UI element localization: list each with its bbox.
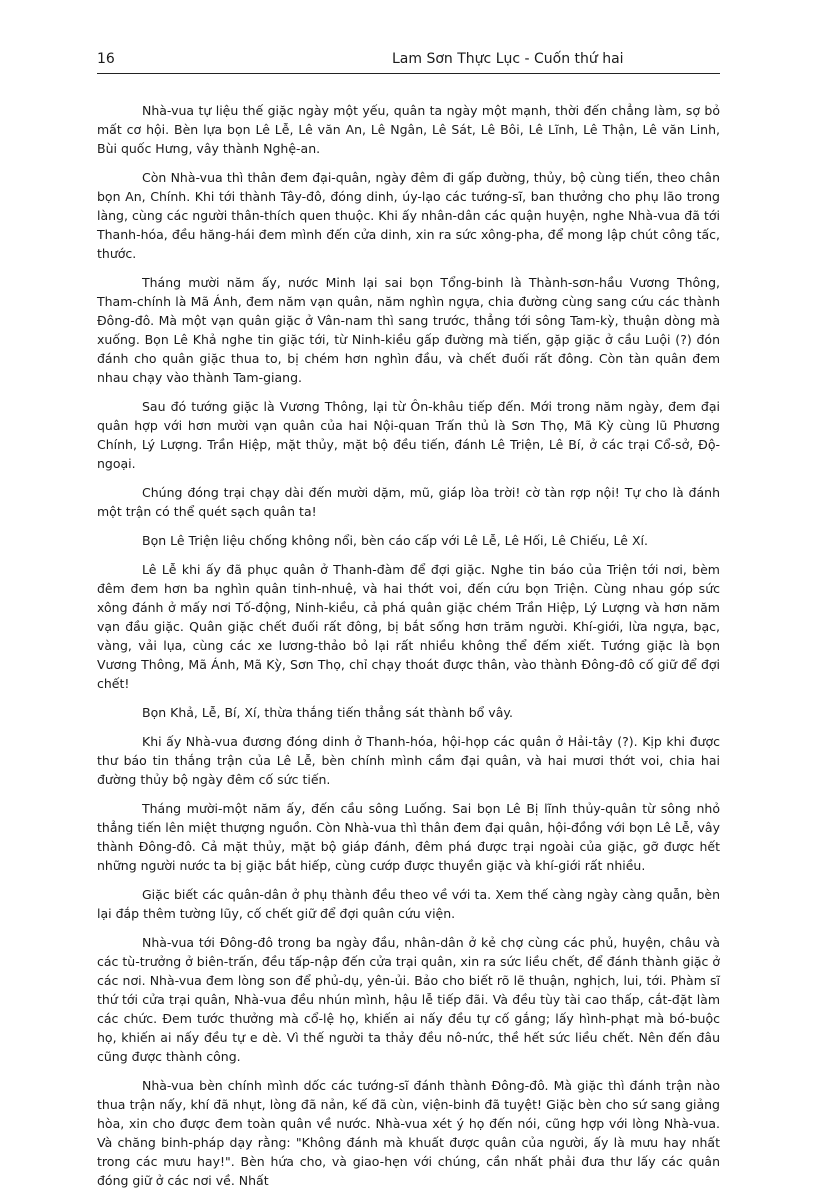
- paragraph: Nhà-vua tự liệu thế giặc ngày một yếu, quân ta ngày một mạnh, thời đến chẳng làm, sợ bỏ mất cơ hội. Bèn lựa bọn Lê Lễ, Lê văn An, Lê Ngân, Lê Sát, Lê Bôi, Lê Lĩnh, Lê Thận, Lê văn Linh, Bùi quốc Hưng, vây thành Nghệ-an.: [97, 103, 720, 156]
- running-title: Lam Sơn Thực Lục - Cuốn thứ hai: [392, 51, 624, 67]
- paragraph: Lê Lễ khi ấy đã phục quân ở Thanh-đàm để đợi giặc. Nghe tin báo của Triện tới nơi, bèm đêm đem hơn ba nghìn quân tinh-nhuệ, và hai thớt voi, đến cứu bọn Triện. Cùng nhau góp sức xông đánh ở mấy nơi Tố-động, Ninh-kiều, cả phá quân giặc chém Trần Hiệp, Lý Lượng và hơn năm vạn đầu giặc. Quân giặc chết đuối rất đông, bị bắt sống hơn trăm người. Khí-giới, lừa ngựa, bạc, vàng, vải lụa, cùng các xe lương-thảo bỏ lại rất nhiều không thể đếm xiết. Tướng giặc là bọn Vương Thông, Mã Ánh, Mã Kỳ, Sơn Thọ, chỉ chạy thoát được thân, vào thành Đông-đô cố giữ để đợi chết!: [97, 562, 720, 691]
- paragraph: Nhà-vua bèn chính mình dốc các tướng-sĩ đánh thành Đông-đô. Mà giặc thì đánh trận nào thua trận nấy, khí đã nhụt, lòng đã nản, kế đã cùn, viện-binh đã tuyệt! Giặc bèn cho sứ sang giảng hòa, xin cho được đem toàn quân về nước. Nhà-vua xét ý họ đến nói, cũng hợp với lòng Nhà-vua. Và chăng binh-pháp dạy rằng: "Không đánh mà khuất được quân của người, ấy là mưu hay nhất trong các mưu hay!". Bèn hứa cho, và giao-hẹn với chúng, cần nhất phải đưa thư lấy các quân đóng giữ ở các nơi về. Nhất: [97, 1078, 720, 1188]
- paragraph: Tháng mười-một năm ấy, đến cầu sông Luống. Sai bọn Lê Bị lĩnh thủy-quân từ sông nhỏ thẳng tiến lên miệt thượng nguồn. Còn Nhà-vua thì thân đem đại quân, hội-đồng với bọn Lê Lễ, vây thành Đông-đô. Cả mặt thủy, mặt bộ giáp đánh, đêm phá được trại ngoài của giặc, gỡ được hết những người nước ta bị giặc bắt hiếp, cùng cướp được thuyền giặc và khí-giới rất nhiều.: [97, 801, 720, 873]
- paragraph: Khi ấy Nhà-vua đương đóng dinh ở Thanh-hóa, hội-họp các quân ở Hải-tây (?). Kịp khi được thư báo tin thắng trận của Lê Lễ, bèn chính mình cầm đại quân, và hai mươi thớt voi, chia hai đường thủy bộ ngày đêm cố sức tiến.: [97, 734, 720, 787]
- paragraph: Còn Nhà-vua thì thân đem đại-quân, ngày đêm đi gấp đường, thủy, bộ cùng tiến, theo chân bọn An, Chính. Khi tới thành Tây-đô, đóng dinh, úy-lạo các tướng-sĩ, ban thưởng cho phụ lão trong làng, cùng các người thân-thích quen thuộc. Khi ấy nhân-dân các quận huyện, nghe Nhà-vua đã tới Thanh-hóa, đều hăng-hái đem mình đến cửa dinh, xin ra sức xông-pha, để mong lập chút công tấc, thước.: [97, 170, 720, 261]
- page-header: [97, 49, 720, 74]
- body-text: [97, 101, 720, 1200]
- paragraph: Nhà-vua tới Đông-đô trong ba ngày đầu, nhân-dân ở kẻ chợ cùng các phủ, huyện, châu và các tù-trưởng ở biên-trấn, đều tấp-nập đến cửa trại quân, xin ra sức liều chết, để đánh thành giặc ở các nơi. Nhà-vua đem lòng son để phủ-dụ, yên-ủi. Bảo cho biết rõ lẽ thuận, nghịch, lui, tới. Phàm sĩ thứ tới cửa trại quân, Nhà-vua đều nhún mình, hậu lễ tiếp đãi. Và đều tùy tài cao thấp, cắt-đặt làm các chức. Đem tước thưởng mà cổ-lệ họ, khiến ai nấy đều tự cố gắng; lấy hình-phạt mà bó-buộc họ, khiến ai nấy đều tự e dè. Vì thế người ta thảy đều nô-nức, thề hết sức liều chết. Nên đến đâu cũng được thành công.: [97, 935, 720, 1064]
- paragraph: Sau đó tướng giặc là Vương Thông, lại từ Ôn-khâu tiếp đến. Mới trong năm ngày, đem đại quân hợp với hơn mười vạn quân của hai Nội-quan Trấn thủ là Sơn Thọ, Mã Kỳ cùng lũ Phương Chính, Lý Lượng. Trần Hiệp, mặt thủy, mặt bộ đều tiến, đánh Lê Triện, Lê Bí, ở các trại Cổ-sở, Độ-ngoại.: [97, 399, 720, 471]
- paragraph: Tháng mười năm ấy, nước Minh lại sai bọn Tổng-binh là Thành-sơn-hầu Vương Thông, Tham-chính là Mã Ánh, đem năm vạn quân, năm nghìn ngựa, chia đường cùng sang cứu các thành Đông-đô. Mà một vạn quân giặc ở Vân-nam thì sang trước, thẳng tới sông Tam-kỳ, thuận dòng mà xuống. Bọn Lê Khả nghe tin giặc tới, từ Ninh-kiều gấp đường mà tiến, gặp giặc ở cầu Luội (?) đón đánh cho quân giặc thua to, bị chém hơn nghìn đầu, và chết đuối rất đông. Còn tàn quân đem nhau chạy vào thành Tam-giang.: [97, 275, 720, 385]
- paragraph: Bọn Lê Triện liệu chống không nổi, bèn cáo cấp với Lê Lễ, Lê Hối, Lê Chiếu, Lê Xí.: [142, 533, 648, 548]
- paragraph: Giặc biết các quân-dân ở phụ thành đều theo về với ta. Xem thế càng ngày càng quẫn, bèn lại đắp thêm tường lũy, cố chết giữ để đợi quân cứu viện.: [97, 887, 720, 921]
- page-number: 16: [97, 51, 115, 67]
- paragraph: Chúng đóng trại chạy dài đến mười dặm, mũ, giáp lòa trời! cờ tàn rợp nội! Tự cho là đánh một trận có thể quét sạch quân ta!: [97, 485, 720, 519]
- paragraph: Bọn Khả, Lễ, Bí, Xí, thừa thắng tiến thẳng sát thành bổ vây.: [142, 705, 513, 720]
